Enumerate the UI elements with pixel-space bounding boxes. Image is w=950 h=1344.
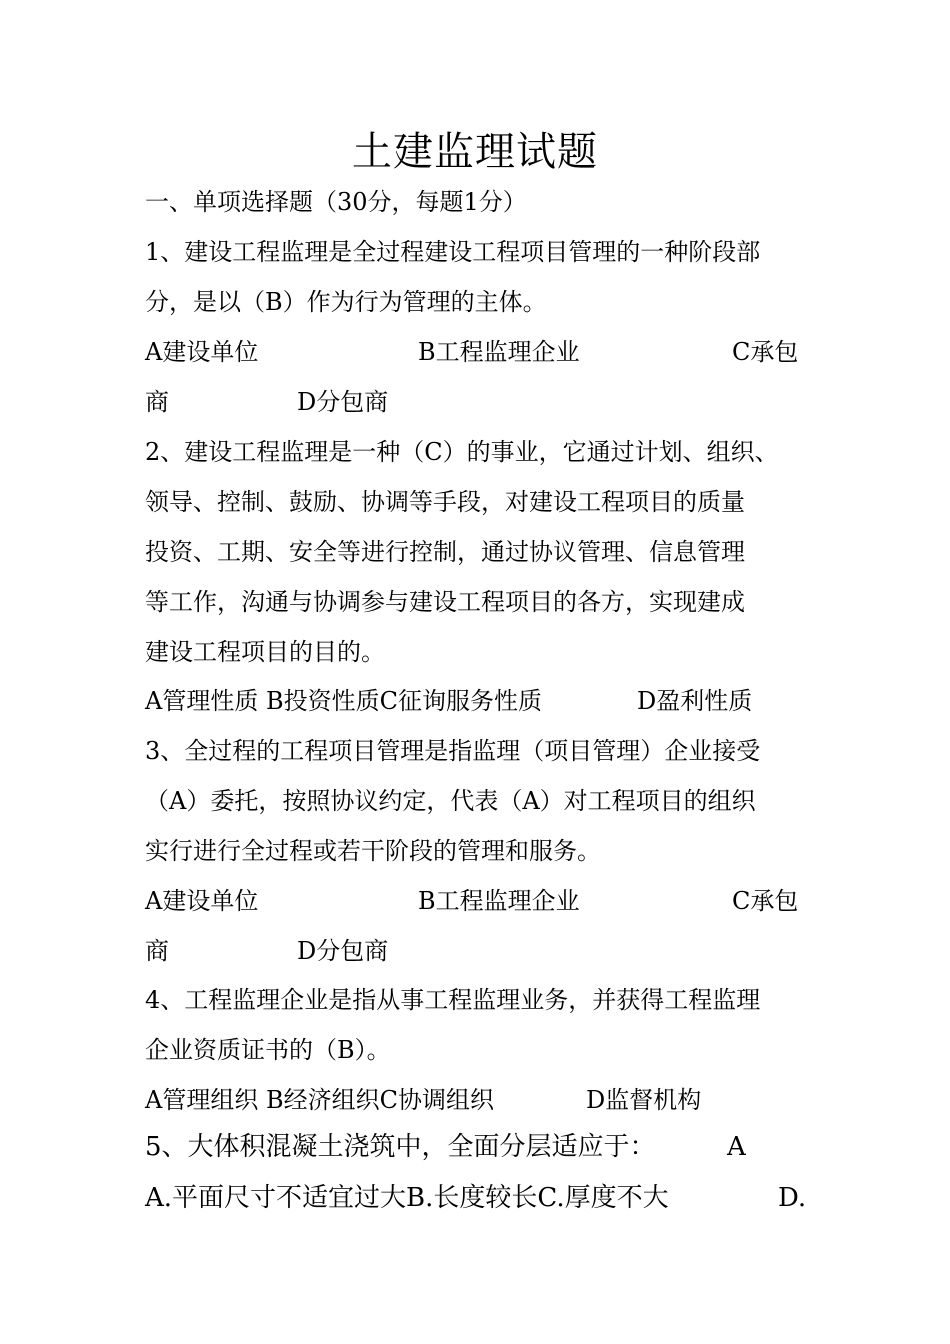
q5-answer: A [727,1132,746,1162]
q3-line-1: 3、全过程的工程项目管理是指监理（项目管理）企业接受 [145,737,761,765]
q1-options-row-2 [145,386,545,418]
q3-option-c: C承包 [732,887,799,915]
q1-line-1: 1、建设工程监理是全过程建设工程项目管理的一种阶段部 [145,238,761,266]
q4-line-1: 4、工程监理企业是指从事工程监理业务，并获得工程监理 [145,986,761,1014]
q1-options-row [145,336,805,368]
q3-option-a: A建设单位 [145,887,259,915]
page-title: 土建监理试题 [352,129,598,175]
q2-line-4: 等工作，沟通与协调参与建设工程项目的各方，实现建成 [145,588,745,616]
q1-option-b: B工程监理企业 [418,338,580,366]
q3-option-d: D分包商 [297,937,389,965]
q2-line-5: 建设工程项目的目的。 [145,638,385,666]
q2-option-d: D盈利性质 [637,687,753,715]
q1-option-a: A建设单位 [145,338,259,366]
q4-line-2: 企业资质证书的（B）。 [145,1036,391,1064]
q2-options-abc: A管理性质 B投资性质C征询服务性质 [145,687,542,715]
q1-option-d: D分包商 [297,388,389,416]
q5-line-1-row [145,1130,805,1164]
q5-line-1: 5、大体积混凝土浇筑中，全面分层适应于： [145,1132,656,1162]
q2-line-1: 2、建设工程监理是一种（C）的事业，它通过计划、组织、 [145,438,779,466]
q2-options-row [145,685,805,717]
q5-options-row [145,1181,815,1215]
q4-options-abc: A管理组织 B经济组织C协调组织 [145,1086,494,1114]
q3-option-c-cont: 商 [145,937,169,965]
q4-options-row [145,1084,805,1116]
q3-line-3: 实行进行全过程或若干阶段的管理和服务。 [145,837,601,865]
q3-option-b: B工程监理企业 [418,887,580,915]
q2-line-2: 领导、控制、鼓励、协调等手段，对建设工程项目的质量 [145,488,745,516]
q1-option-c-cont: 商 [145,388,169,416]
q5-option-d: D. [778,1183,807,1213]
q3-line-2: （A）委托，按照协议约定，代表（A）对工程项目的组织 [145,787,756,815]
q3-options-row [145,885,805,917]
section-heading: 一、单项选择题（30分，每题1分） [145,188,527,216]
q5-options-abc: A.平面尺寸不适宜过大B.长度较长C.厚度不大 [145,1183,669,1213]
q4-option-d: D监督机构 [586,1086,702,1114]
q3-options-row-2 [145,935,545,967]
q2-line-3: 投资、工期、安全等进行控制，通过协议管理、信息管理 [145,538,745,566]
q1-line-2: 分，是以（B）作为行为管理的主体。 [145,288,547,316]
q1-option-c: C承包 [732,338,799,366]
